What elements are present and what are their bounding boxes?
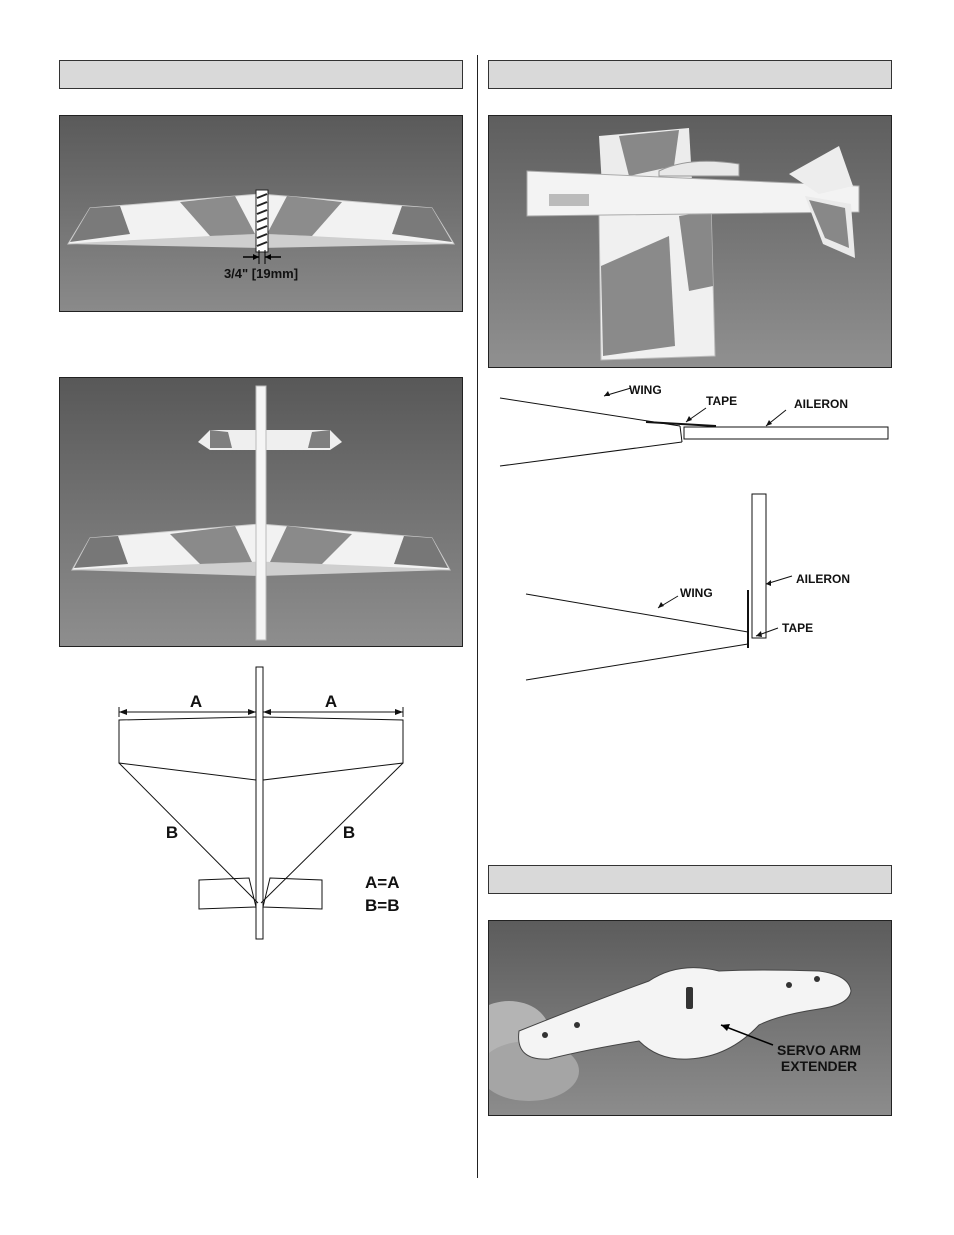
alignment-diagram bbox=[100, 665, 420, 945]
wing-tape-diagram-vertical bbox=[520, 490, 892, 690]
servo-label-line1: SERVO ARM bbox=[776, 1042, 862, 1058]
equation-b: B=B bbox=[365, 896, 400, 915]
photo-wing-dihedral bbox=[59, 115, 463, 312]
servo-arm-illustration bbox=[489, 921, 891, 1115]
label-wing-h: WING bbox=[629, 383, 662, 397]
servo-label-line2: EXTENDER bbox=[780, 1058, 858, 1074]
section-header-left-top bbox=[59, 60, 463, 89]
label-b-right: B bbox=[342, 823, 356, 842]
wing-tape-diagram-horizontal bbox=[496, 378, 892, 470]
label-aileron-h: AILERON bbox=[794, 397, 848, 411]
photo-plane-side bbox=[488, 115, 892, 368]
plane-side-illustration bbox=[489, 116, 891, 367]
label-wing-v: WING bbox=[680, 586, 713, 600]
section-header-right-top bbox=[488, 60, 892, 89]
label-tape-h: TAPE bbox=[706, 394, 738, 408]
label-a-right: A bbox=[324, 692, 338, 711]
label-aileron-v: AILERON bbox=[796, 572, 850, 586]
label-a-left: A bbox=[189, 692, 203, 711]
label-b-left: B bbox=[165, 823, 179, 842]
label-tape-v: TAPE bbox=[782, 621, 814, 635]
section-header-right-bottom bbox=[488, 865, 892, 894]
column-divider bbox=[477, 55, 478, 1178]
photo-plane-front bbox=[59, 377, 463, 647]
dimension-label: 3/4" [19mm] bbox=[223, 266, 299, 281]
wing-photo-illustration bbox=[60, 116, 462, 311]
plane-photo-illustration bbox=[60, 378, 462, 646]
equation-a: A=A bbox=[365, 873, 400, 892]
photo-servo-arm-extender bbox=[488, 920, 892, 1116]
